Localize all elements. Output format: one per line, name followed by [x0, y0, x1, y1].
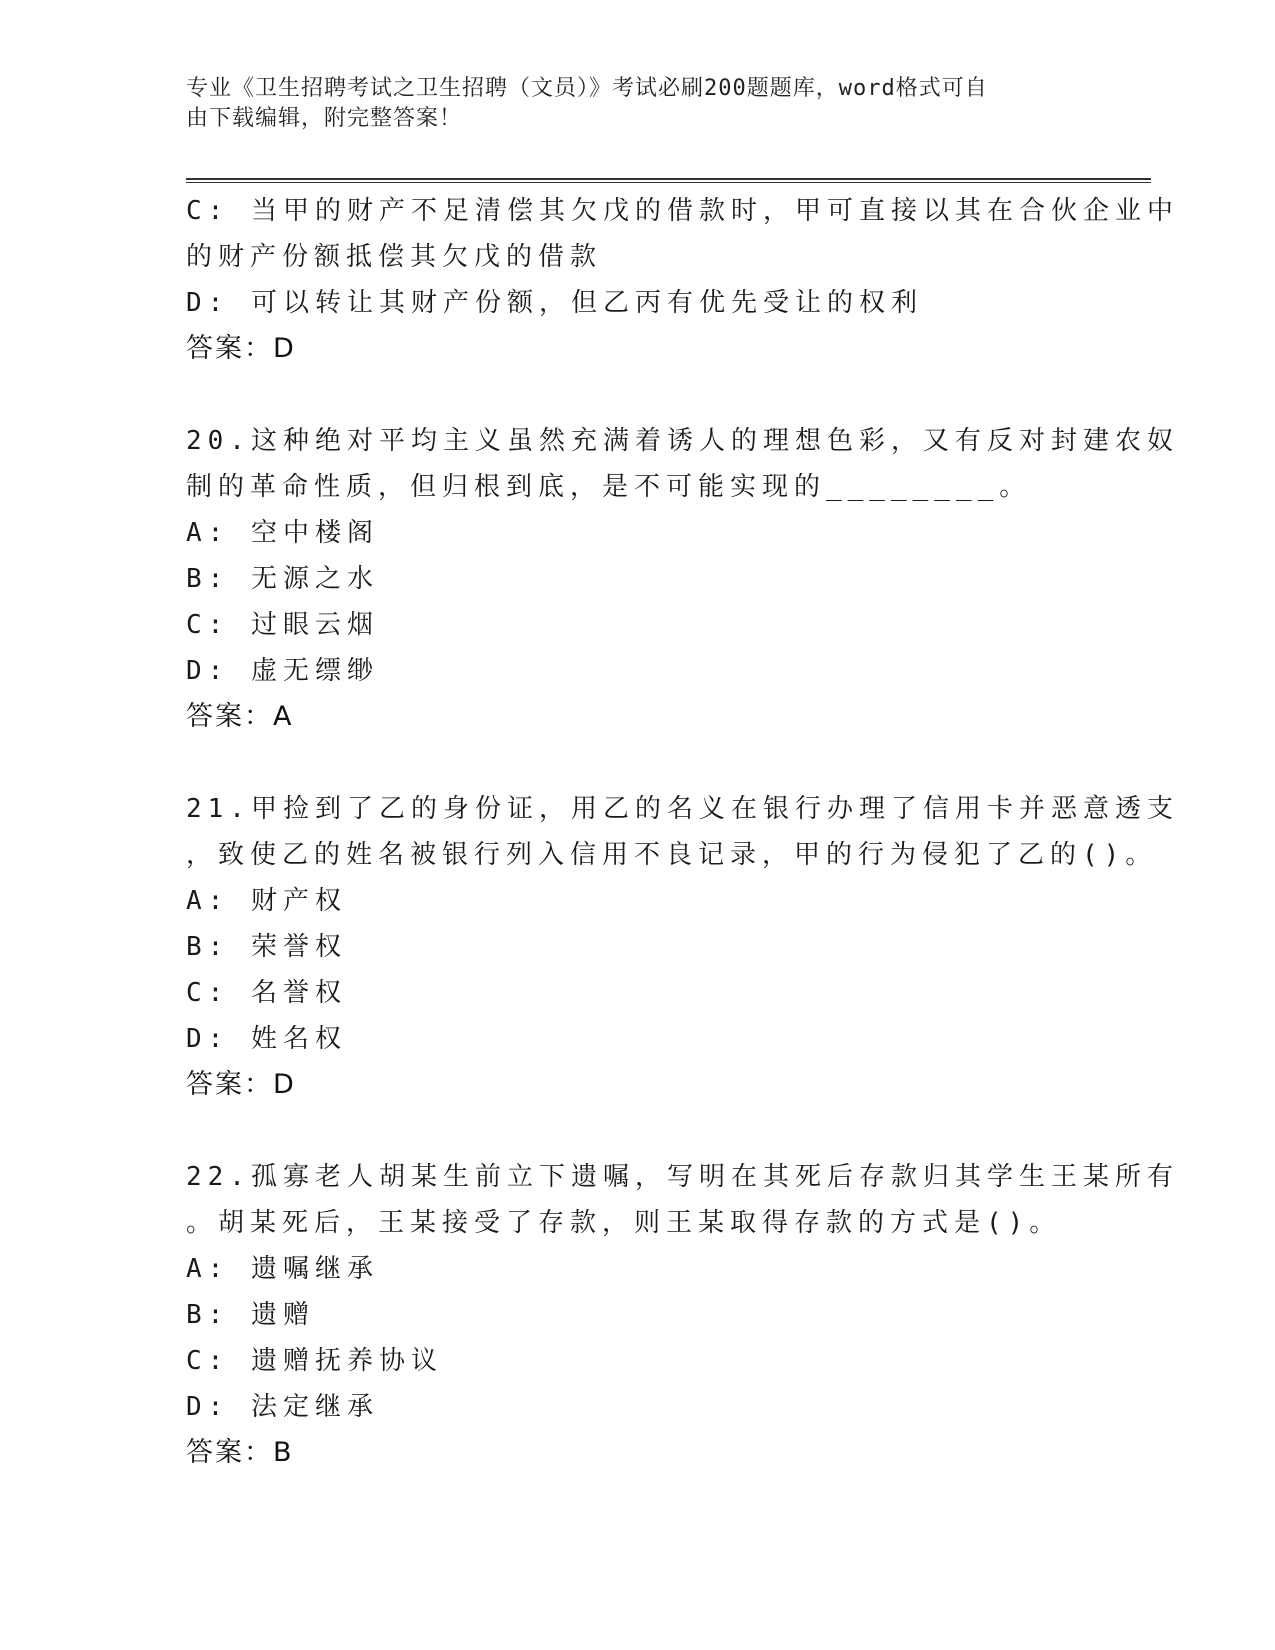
question-list [186, 188, 1179, 1476]
question-stem: 22.孤寡老人胡某生前立下遗嘱，写明在其死后存款归其学生王某所有 [186, 1162, 1179, 1192]
answer-line: 答案：A [186, 701, 294, 732]
option-c: C: 名誉权 [186, 978, 347, 1008]
option-c: C: 当甲的财产不足清偿其欠戊的借款时，甲可直接以其在合伙企业中 [186, 196, 1179, 226]
option-d: D: 姓名权 [186, 1024, 347, 1054]
spacer [186, 740, 1086, 786]
question-21 [186, 786, 1179, 1108]
option-a: A: 空中楼阁 [186, 518, 379, 548]
option-d: D: 可以转让其财产份额，但乙丙有优先受让的权利 [186, 288, 923, 318]
option-b: B: 荣誉权 [186, 932, 347, 962]
header-divider [186, 178, 1151, 183]
question-20 [186, 418, 1179, 740]
question-stem: 21.甲捡到了乙的身份证，用乙的名义在银行办理了信用卡并恶意透支 [186, 794, 1179, 824]
option-a: A: 财产权 [186, 886, 347, 916]
option-d: D: 法定继承 [186, 1392, 379, 1422]
option-b: B: 遗赠 [186, 1300, 315, 1330]
answer-line: 答案：B [186, 1437, 294, 1468]
document-header [186, 74, 1066, 134]
option-d: D: 虚无缥缈 [186, 656, 379, 686]
option-a: A: 遗嘱继承 [186, 1254, 379, 1284]
option-b: B: 无源之水 [186, 564, 379, 594]
spacer [186, 1108, 1086, 1154]
answer-line: 答案：D [186, 1069, 296, 1100]
question-stem-continued: ，致使乙的姓名被银行列入信用不良记录，甲的行为侵犯了乙的()。 [186, 840, 1158, 870]
option-c: C: 遗赠抚养协议 [186, 1346, 443, 1376]
header-line-1: 专业《卫生招聘考试之卫生招聘（文员）》考试必刷200题题库，word格式可自 [186, 76, 988, 101]
question-stem-continued: 。胡某死后，王某接受了存款，则王某取得存款的方式是()。 [186, 1208, 1062, 1238]
question-19-continued [186, 188, 1179, 372]
option-c: C: 过眼云烟 [186, 610, 379, 640]
question-stem: 20.这种绝对平均主义虽然充满着诱人的理想色彩，又有反对封建农奴 [186, 426, 1179, 456]
header-line-2: 由下载编辑，附完整答案！ [186, 106, 463, 131]
spacer [186, 372, 1086, 418]
option-c-continued: 的财产份额抵偿其欠戊的借款 [186, 242, 603, 272]
question-22 [186, 1154, 1179, 1476]
answer-line: 答案：D [186, 333, 296, 364]
question-stem-continued: 制的革命性质，但归根到底，是不可能实现的________。 [186, 472, 1032, 502]
